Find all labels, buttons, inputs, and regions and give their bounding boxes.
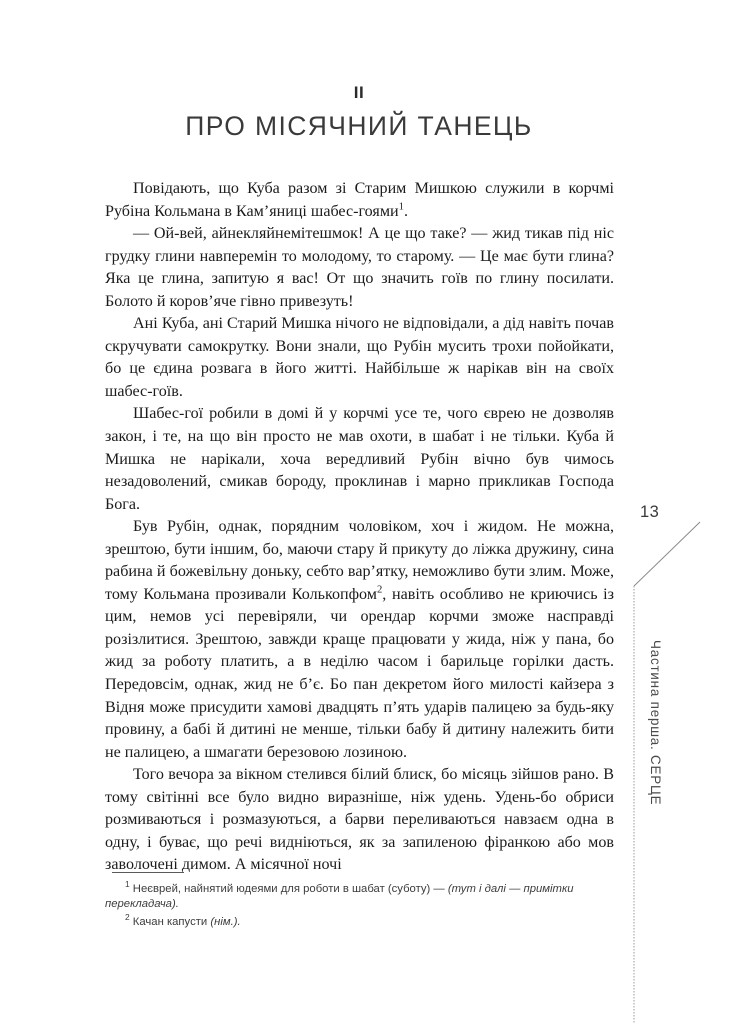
footnote-item [105,879,614,912]
paragraph [105,223,614,313]
chapter-number: II [353,83,365,102]
footnote-ref-2[interactable]: 2 [376,584,383,596]
margin-diagonal-line [634,522,700,586]
footnote-marker: 2 [125,912,130,923]
footnote-separator-rule [112,872,184,873]
paragraph-tail: , навіть особливо не криючись із цим, немов усі перевіряли, [105,585,614,626]
footnote-text: Неєврей, найнятий юдеями для роботи в шабат (суботу) — [132,883,448,895]
paragraph [105,178,614,223]
footnote-marker: 1 [125,879,130,890]
footnotes-block [105,872,614,934]
footnote-italic-text: (тут і далі — примітки перекладача). [105,883,574,911]
paragraph-text: Ані Куба, ані Старий Мишка нічого не відповідали, а дід навіть почав скручувати самокрутку. Вони знали, що Рубін мусить трохи пойойкати, бо це єдина розвага в його житті. Найбільше ж нарікав він на своїх шабес-гоїв. [105,315,614,400]
paragraph-text: Того вечора за вікном стелився білий блиск, бо місяць зійшов рано. В тому світінні все було видно виразніше, ніж удень. Удень-бо обриси розмиваються і розмазуються, а барви переливаються навзаєм одна в одну, і буває, що речі видніються, як за запиленою фіранкою або мов заволочені димом. А місячної ночі [105,766,614,874]
paragraph [105,313,614,403]
paragraph-text: Повідають, що Куба разом зі Старим Мишкою служили в корчмі Рубіна Кольмана в Кам’яниці шабес-гоями [105,180,614,220]
running-head: Частина перша. СЕРЦЕ [648,640,663,806]
paragraph-tail: . [403,202,408,220]
footnote-text: Качан капусти [132,916,211,929]
paragraph-text: Був Рубін, однак, порядним чоловіком, хоч і жидом. Не можна, зрештою, бути іншим, бо, маючи стару й прикуту до ліжка дружину, сина рабина й божевільну доньку, себто вар’ятку, неможливо бути злим. Може, тому Кольмана прозивали Колькопфом [105,518,614,603]
paragraph [105,403,614,516]
paragraph-text: чи орендар корчми зможе насправді розізлитися. Зрештою, завжди краще працювати у жида, ніж у пана, бо жид за роботу платить, а в неділю часом і барильце горілки дасть. Передовсім, однак, жид не б’є. Бо пан декретом його милості кайзера з Відня може присудити хамові двадцять п’ять ударів палицею за будь-яку провину, а бабі й дитині не менше, тільки бабу й дитину належить бити не палицею, а шмагати березовою лозиною. [105,608,614,761]
chapter-title: ПРО МІСЯЧНИЙ ТАНЕЦЬ [185,111,533,141]
margin-decorative-rule [600,500,736,1024]
page-number: 13 [640,503,660,521]
body-text [105,178,614,877]
paragraph [105,764,614,877]
chapter-heading [105,84,613,141]
paragraph-text: Шабес-гої робили в домі й у корчмі усе те, чого єврею не дозволяв закон, і те, на що він просто не мав охоти, в шабат і не тільки. Куба й Мишка не нарікали, хоча вередливий Рубін вічно був чимось незадоволений, смикав бороду, проклинав і марно прикликав Господа Бога. [105,405,614,513]
footnote-italic-text: (нім.). [210,916,241,929]
footnote-item [105,912,614,930]
footnote-ref-1[interactable]: 1 [398,201,404,213]
paragraph [105,516,614,764]
paragraph-text: — Ой-вей, айнекляйнемітешмок! А це що таке? — жид тикав під ніс грудку глини навперемін то молодому, то старому. — Це має бути глина? Яка це глина, запитую я вас! От що значить гоїв по глину посилати. Болото й коров’яче гівно привезуть! [105,225,614,310]
